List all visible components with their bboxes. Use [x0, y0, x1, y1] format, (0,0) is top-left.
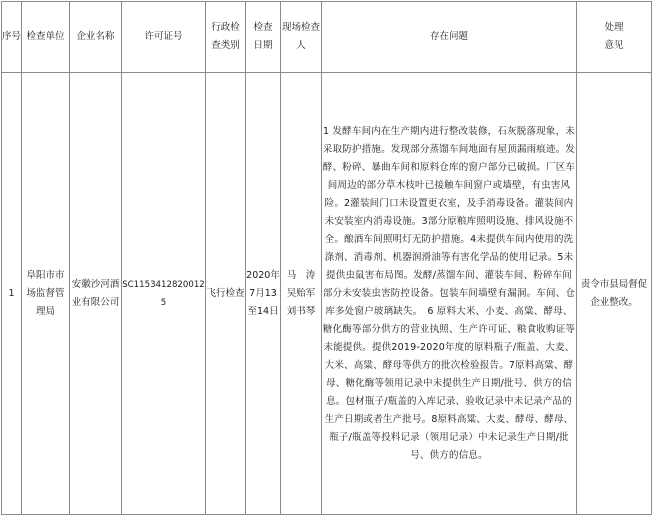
header-inspector	[281, 2, 322, 73]
cell-date: 2020年7月13至14日	[246, 73, 281, 515]
header-category-line: 查类别	[211, 40, 240, 51]
header-handling	[577, 2, 652, 73]
header-handling-line: 处理	[604, 22, 624, 33]
header-inspector-line: 人	[296, 40, 306, 51]
table-row	[2, 73, 652, 515]
cell-issues: 1 发酵车间内在生产期内进行整改装修，石灰脱落现象，未采取防护措施。发现部分蒸馏车间地面有屋顶漏雨痕迹。发酵、粉碎、暴曲车间和原料仓库的窗户部分已破损。厂区车间周边的部分草木枝叶已接触车间窗户或墙壁，有虫害风险。2灌装间门口未设置更衣室，及手消毒设备。灌装间内未安装室内消毒设施。3部分原粮库照明设施、排风设施不全。酿酒车间照明灯无防护措施。4未提供车间内使用的洗涤剂、消毒剂、机器润滑油等有害化学品的使用记录。5未提供虫鼠害布局图。发酵/蒸馏车间、灌装车间、粉碎车间部分未安装虫害防控设备。包装车间墙壁有漏洞。车间、仓库多处窗户玻璃缺失。 6 原料大米、小麦、高粱、酵母、糖化酶等部分供方的营业执照、生产许可证、粮食收购证等未能提供。提供2019-2020年度的原料瓶子/瓶盖、大麦、大米、高粱、酵母等供方的批次检验报告。7原料高粱、酵母、糖化酶等领用记录中未提供生产日期/批号、供方的信息。包材瓶子/瓶盖的入库记录、验收记录中未记录产品的生产日期或者生产批号。8原料高粱、大麦、酵母、酵母、瓶子/瓶盖等投料记录（领用记录）中未记录生产日期/批号、供方的信息。	[322, 73, 577, 515]
inspector-name: 吴贻军	[286, 287, 316, 299]
cell-inspectors	[281, 73, 322, 515]
cell-category: 飞行检查	[206, 73, 246, 515]
cell-license: SC11534128200125	[122, 73, 206, 515]
cell-unit: 阜阳市市场监督管理局	[22, 73, 70, 515]
header-category-line: 行政检	[211, 22, 240, 33]
header-date-line: 检查	[253, 22, 273, 33]
header-row	[2, 2, 652, 73]
header-handling-line: 意见	[604, 40, 624, 51]
inspection-table	[1, 1, 652, 515]
cell-company: 安徽沙河酒业有限公司	[70, 73, 122, 515]
header-issues: 存在问题	[322, 2, 577, 73]
header-category	[206, 2, 246, 73]
inspector-name: 刘书琴	[286, 305, 316, 317]
header-seq: 序号	[2, 2, 22, 73]
cell-seq: 1	[2, 73, 22, 515]
header-company: 企业名称	[70, 2, 122, 73]
header-inspector-line: 现场检查	[281, 22, 320, 33]
header-unit: 检查单位	[22, 2, 70, 73]
cell-handling: 责令市县局督促企业整改。	[577, 73, 652, 515]
header-date-line: 日期	[253, 40, 273, 51]
inspector-name: 马 涛	[286, 269, 316, 281]
header-date	[246, 2, 281, 73]
header-license: 许可证号	[122, 2, 206, 73]
